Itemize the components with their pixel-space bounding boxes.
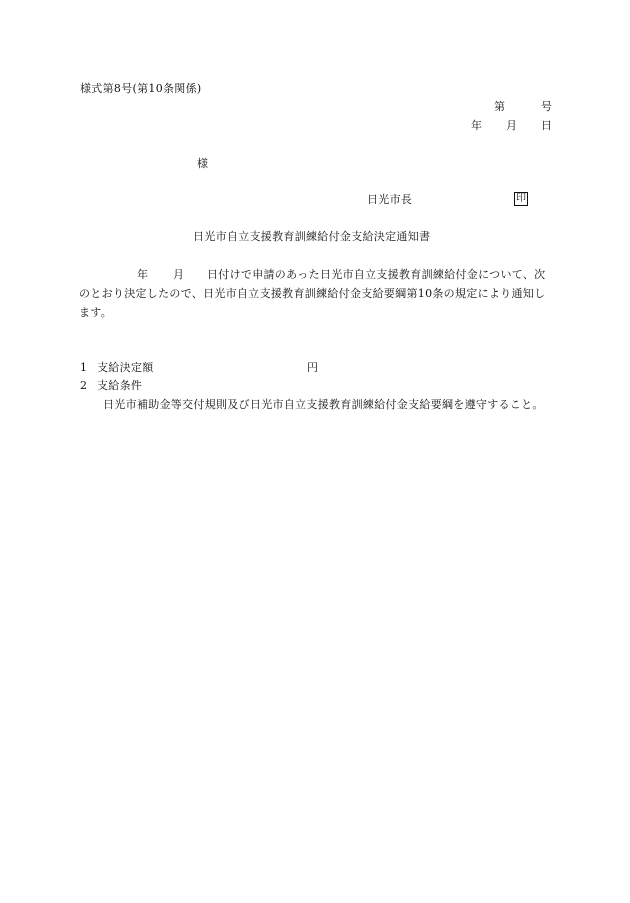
body-date-year: 年: [137, 268, 149, 281]
item-2-label: 支給条件: [97, 379, 143, 392]
doc-number-go: 号: [541, 100, 553, 113]
body-line-2: のとおり決定したので、日光市自立支援教育訓練給付金支給要綱第10条の規定により通知し: [79, 287, 546, 300]
item-1-label: 支給決定額: [97, 361, 154, 374]
seal-mark: 印: [516, 193, 526, 204]
document-title: 日光市自立支援教育訓練給付金支給決定通知書: [193, 230, 431, 243]
body-line-3: ます。: [79, 306, 113, 319]
date-day: 日: [541, 119, 553, 132]
doc-number-dai: 第: [494, 100, 506, 113]
item-2-number: 2: [80, 379, 88, 392]
date-year: 年: [471, 119, 483, 132]
issuer-name: 日光市長: [367, 193, 413, 206]
item-1-unit: 円: [307, 361, 319, 374]
form-label: 様式第8号(第10条関係): [80, 82, 202, 95]
condition-text: 日光市補助金等交付規則及び日光市自立支援教育訓練給付金支給要綱を遵守すること。: [103, 398, 544, 411]
recipient-suffix: 様: [197, 157, 209, 170]
item-1-number: 1: [80, 361, 88, 374]
body-line-1: 日付けで申請のあった日光市自立支援教育訓練給付金について、次: [207, 268, 546, 281]
date-month: 月: [506, 119, 518, 132]
body-date-month: 月: [173, 268, 185, 281]
